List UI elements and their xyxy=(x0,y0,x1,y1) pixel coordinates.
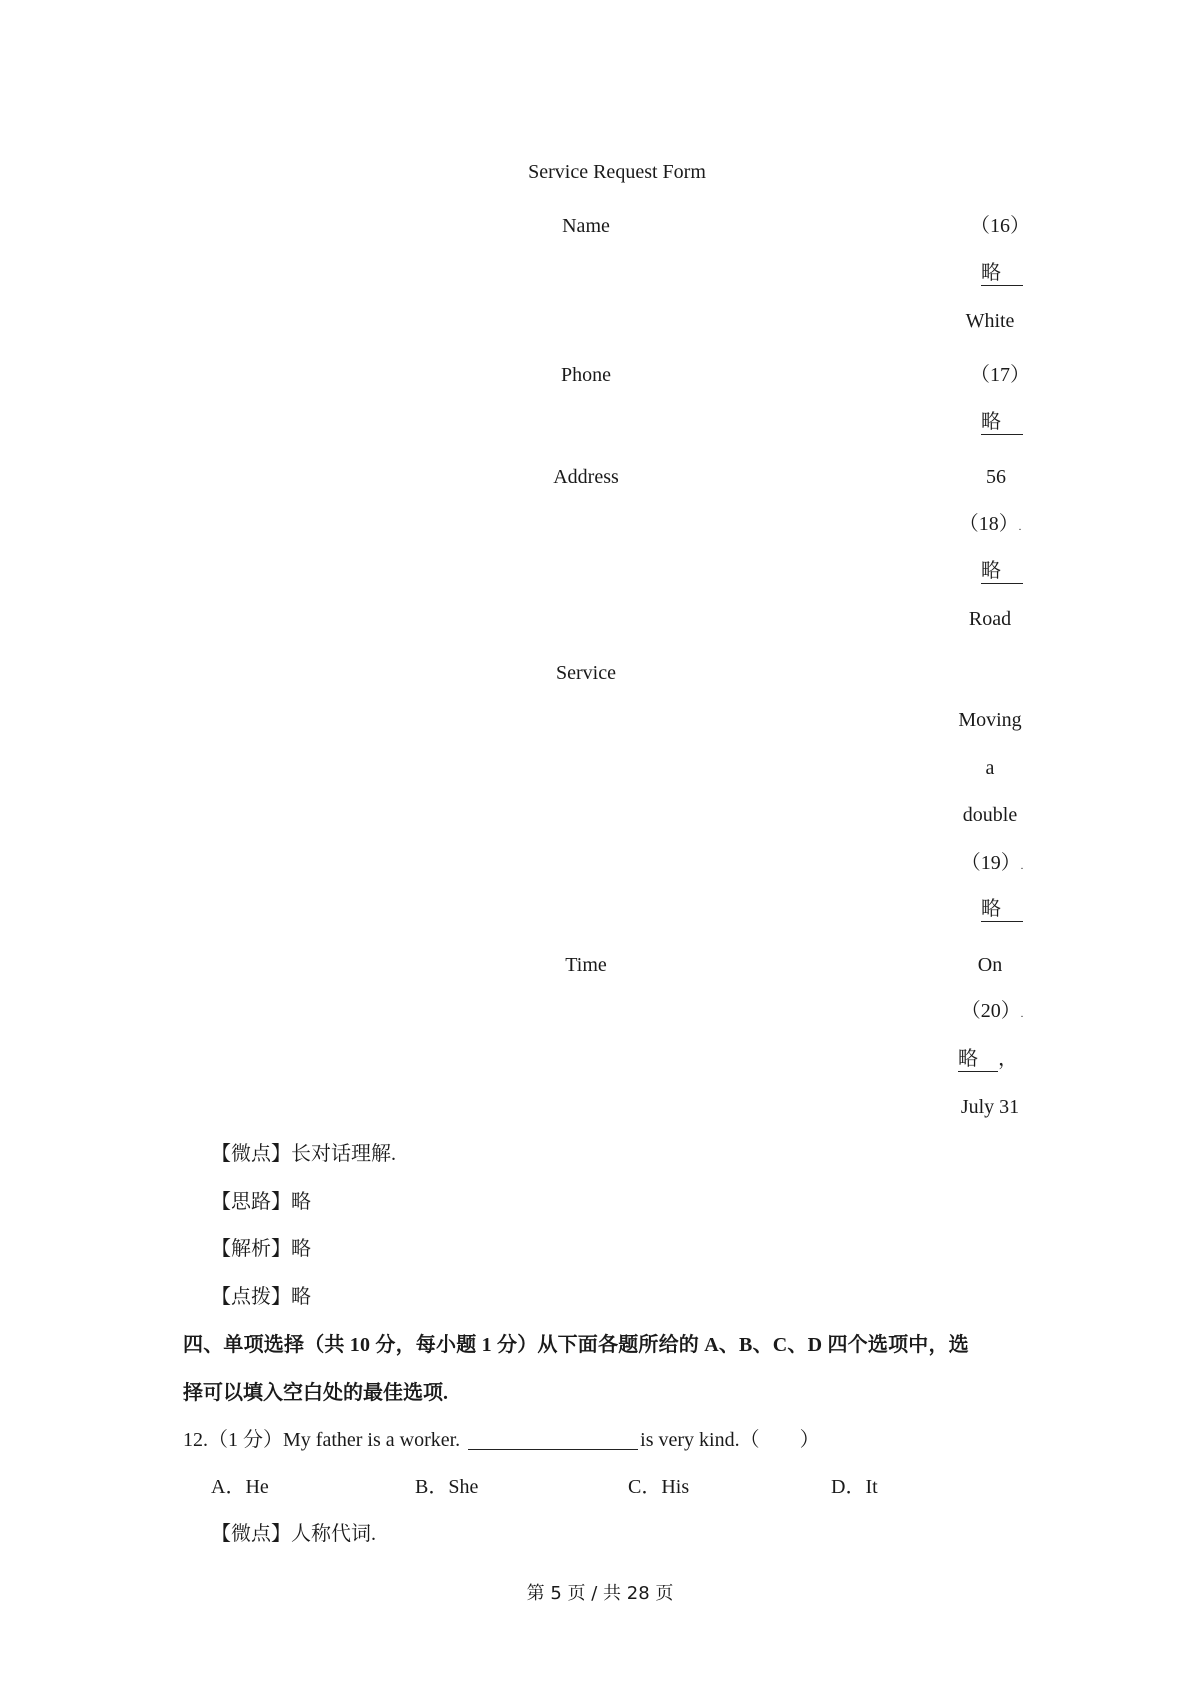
section-heading-line-1: 四、单项选择（共 10 分，每小题 1 分）从下面各题所给的 A、B、C、D 四个选项中，选 xyxy=(183,1334,969,1356)
answer-16: 略 xyxy=(981,263,1023,286)
answer-17: 略 xyxy=(981,412,1023,435)
option-b: B．She xyxy=(415,1476,479,1498)
option-c: C．His xyxy=(628,1476,690,1498)
note-weidian: 【微点】长对话理解. xyxy=(211,1143,396,1165)
note-silu: 【思路】略 xyxy=(211,1191,311,1213)
time-word-1: On xyxy=(977,954,1003,976)
blank-number-18: （18）. xyxy=(958,513,1022,535)
page-footer: 第 5 页 / 共 28 页 xyxy=(526,1583,674,1604)
blank-number-16: （16） xyxy=(970,215,1030,237)
blank-number-20: （20）. xyxy=(960,1000,1024,1022)
label-phone: Phone xyxy=(561,364,611,386)
answer-19: 略 xyxy=(981,899,1023,922)
time-date: July 31 xyxy=(960,1096,1020,1118)
service-word-2: a xyxy=(985,757,995,779)
label-name: Name xyxy=(562,215,610,237)
address-road: Road xyxy=(968,608,1012,630)
note-jiexi: 【解析】略 xyxy=(211,1238,311,1260)
form-title: Service Request Form xyxy=(528,161,706,183)
label-service: Service xyxy=(556,662,616,684)
option-d: D．It xyxy=(831,1476,878,1498)
answer-blank xyxy=(468,1431,638,1450)
section-heading-line-2: 择可以填入空白处的最佳选项. xyxy=(183,1382,448,1404)
question-suffix: is very kind.（ ） xyxy=(640,1429,820,1451)
question-12 xyxy=(183,1430,820,1450)
address-number: 56 xyxy=(986,466,1006,488)
blank-number-19: （19）. xyxy=(960,852,1024,874)
blank-number-17: （17） xyxy=(970,364,1030,386)
answer-18: 略 xyxy=(981,561,1023,584)
service-word-1: Moving xyxy=(958,709,1022,731)
answer-20: 略 ， xyxy=(958,1048,1018,1070)
label-address: Address xyxy=(553,466,619,488)
note-dianbo: 【点拨】略 xyxy=(211,1286,311,1308)
option-a: A．He xyxy=(211,1476,269,1498)
note-weidian-2: 【微点】人称代词. xyxy=(211,1523,376,1545)
name-value: White xyxy=(965,310,1015,332)
service-word-3: double xyxy=(962,804,1018,826)
question-prefix: 12.（1 分）My father is a worker. xyxy=(183,1429,461,1451)
label-time: Time xyxy=(565,954,607,976)
